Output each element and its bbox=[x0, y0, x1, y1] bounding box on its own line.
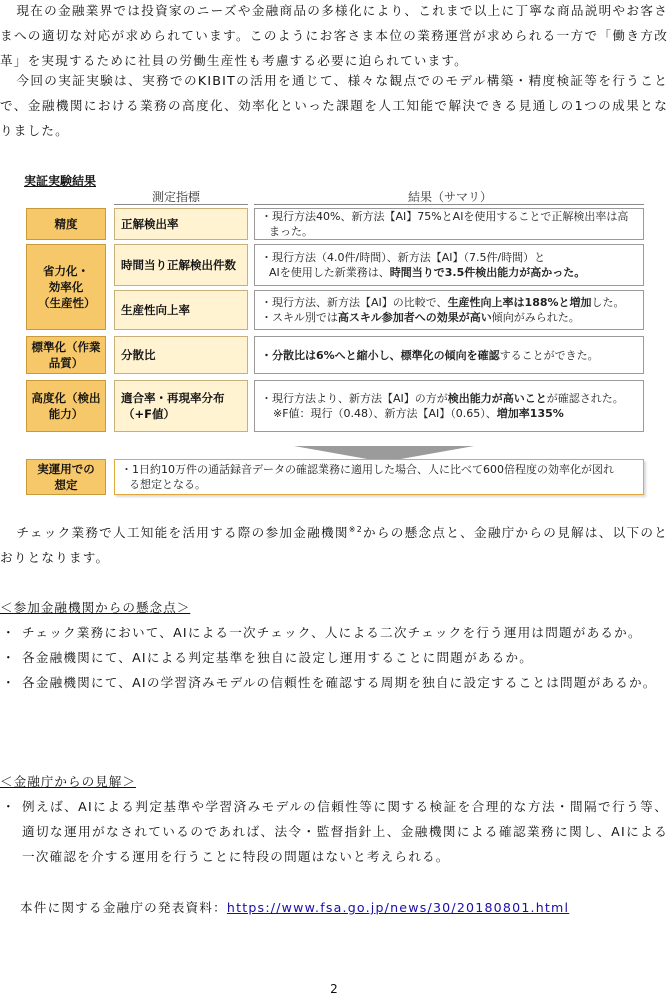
page-number: 2 bbox=[330, 982, 338, 996]
release-line bbox=[0, 895, 668, 920]
metric-precision-recall bbox=[114, 380, 248, 432]
footnote-ref: ※2 bbox=[348, 525, 363, 534]
result-highlight: 増加率135% bbox=[496, 407, 564, 420]
middle-paragraph-text: からの懸念点と、金融庁からの見解は、以下のとおりとなります。 bbox=[0, 525, 668, 566]
list-item bbox=[0, 620, 668, 645]
result-text: ・現行方法より、新方法【AI】の方が bbox=[261, 392, 448, 405]
metric-detections-per-hour: 時間当り正解検出件数 bbox=[114, 244, 248, 286]
fsa-view-heading: ＜金融庁からの見解＞ bbox=[0, 774, 136, 789]
intro-paragraph-1: 現在の金融業界では投資家のニーズや金融商品の多様化により、これまで以上に丁寧な商品説明やお客さまへの適切な対応が求められています。このようにお客さま本位の業務運営が求められる一方で「働き方改革」を実現するために社員の労働生産性も考慮する必要に迫られています。 bbox=[0, 3, 668, 68]
list-item-text: 各金融機関にて、AIによる判定基準を独自に設定し運用することに問題があるか。 bbox=[22, 650, 534, 665]
list-item-text: チェック業務において、AIによる一次チェック、人による二次チェックを行う運用は問題があるか。 bbox=[22, 625, 642, 640]
list-item-text: 例えば、AIによる判定基準や学習済みモデルの信頼性等に関する検証を合理的な方法・間隔で行う等、適切な運用がなされているのであれば、法令・監督指針上、金融機関による確認業務に関し、AIによる一次確認を介する運用を行うことに特段の問題はないと考えられる。 bbox=[22, 799, 668, 864]
result-highlight: 時間当りで3.5件検出能力が高かった。 bbox=[389, 266, 586, 279]
result-practical-use bbox=[114, 459, 644, 495]
list-item bbox=[0, 794, 668, 869]
results-figure bbox=[24, 168, 648, 498]
fsa-view-list bbox=[0, 794, 668, 869]
result-detections-per-hour bbox=[254, 244, 644, 286]
result-text: ・現行方法（4.0件/時間）、新方法【AI】（7.5件/時間）と bbox=[261, 251, 546, 264]
result-text: ・スキル別では bbox=[261, 311, 338, 324]
metric-productivity-improvement: 生産性向上率 bbox=[114, 290, 248, 330]
result-text: ・1日約10万件の通話録音データの確認業務に適用した場合、人に比べて600倍程度の効率化が図れ bbox=[121, 463, 614, 476]
concerns-list bbox=[0, 620, 668, 695]
result-text: まった。 bbox=[269, 225, 313, 238]
middle-paragraph-text: チェック業務で人工知能を活用する際の参加金融機関 bbox=[16, 525, 349, 541]
category-label: 標準化（作業品質） bbox=[31, 340, 101, 370]
fsa-release-link[interactable]: https://www.fsa.go.jp/news/30/20180801.html bbox=[226, 900, 570, 915]
category-accuracy: 精度 bbox=[26, 208, 106, 240]
category-practical-use bbox=[26, 459, 106, 495]
category-standardization bbox=[26, 336, 106, 374]
column-header-result: 結果（サマリ） bbox=[408, 190, 493, 204]
bullet-icon: ・ bbox=[2, 675, 16, 690]
category-label: 高度化（検出能力） bbox=[31, 391, 101, 421]
concerns-heading: ＜参加金融機関からの懸念点＞ bbox=[0, 600, 191, 615]
category-efficiency bbox=[26, 244, 106, 330]
bullet-icon: ・ bbox=[2, 650, 16, 665]
result-text: が確認された。 bbox=[546, 392, 624, 405]
bullet-icon: ・ bbox=[2, 799, 16, 814]
list-item bbox=[0, 670, 668, 695]
result-text: することができた。 bbox=[499, 348, 599, 362]
middle-paragraph bbox=[0, 517, 668, 570]
result-text: AIを使用した新業務は、 bbox=[269, 266, 390, 279]
result-text: ※F値：現行（0.48）、新方法【AI】（0.65）、 bbox=[273, 407, 497, 420]
category-label: 省力化・効率化（生産性） bbox=[38, 264, 96, 310]
result-productivity bbox=[254, 290, 644, 330]
column-header-metric: 測定指標 bbox=[152, 190, 201, 204]
result-highlight: 高スキル参加者への効果が高い bbox=[337, 311, 492, 324]
result-text: ・現行方法40%、新方法【AI】75%とAIを使用することで正解検出率は高 bbox=[261, 210, 629, 223]
category-label: 実運用での想定 bbox=[37, 462, 95, 492]
result-variance bbox=[254, 336, 644, 374]
results-title: 実証実験結果 bbox=[24, 174, 97, 188]
result-highlight: ・分散比は6%へと縮小し、標準化の傾向を確認 bbox=[261, 348, 500, 362]
result-text: る想定となる。 bbox=[129, 478, 206, 491]
list-item-text: 各金融機関にて、AIの学習済みモデルの信頼性を確認する周期を独自に設定することは問題があるか。 bbox=[22, 675, 657, 690]
list-item bbox=[0, 645, 668, 670]
metric-variance-ratio: 分散比 bbox=[114, 336, 248, 374]
header-underline bbox=[114, 204, 248, 205]
result-text: した。 bbox=[591, 296, 625, 309]
release-label: 本件に関する金融庁の発表資料： bbox=[20, 900, 227, 915]
result-detection-capability bbox=[254, 380, 644, 432]
result-highlight: 生産性向上率は188%と増加 bbox=[447, 296, 592, 309]
result-accuracy bbox=[254, 208, 644, 240]
result-highlight: 検出能力が高いこと bbox=[447, 392, 547, 405]
category-advancement bbox=[26, 380, 106, 432]
metric-label: 適合率・再現率分布 bbox=[121, 391, 225, 405]
header-underline bbox=[254, 204, 644, 205]
intro-paragraph-2: 今回の実証実験は、実務でのKIBITの活用を通じて、様々な観点でのモデル構築・精度検証等を行うことで、金融機関における業務の高度化、効率化といった課題を人工知能で解決できる見通しの1つの成果となりました。 bbox=[0, 73, 668, 138]
result-text: 傾向がみられた。 bbox=[491, 311, 580, 324]
metric-correct-detection-rate: 正解検出率 bbox=[114, 208, 248, 240]
result-text: ・現行方法、新方法【AI】の比較で、 bbox=[261, 296, 448, 309]
metric-label: （+F値） bbox=[123, 407, 175, 421]
bullet-icon: ・ bbox=[2, 625, 16, 640]
